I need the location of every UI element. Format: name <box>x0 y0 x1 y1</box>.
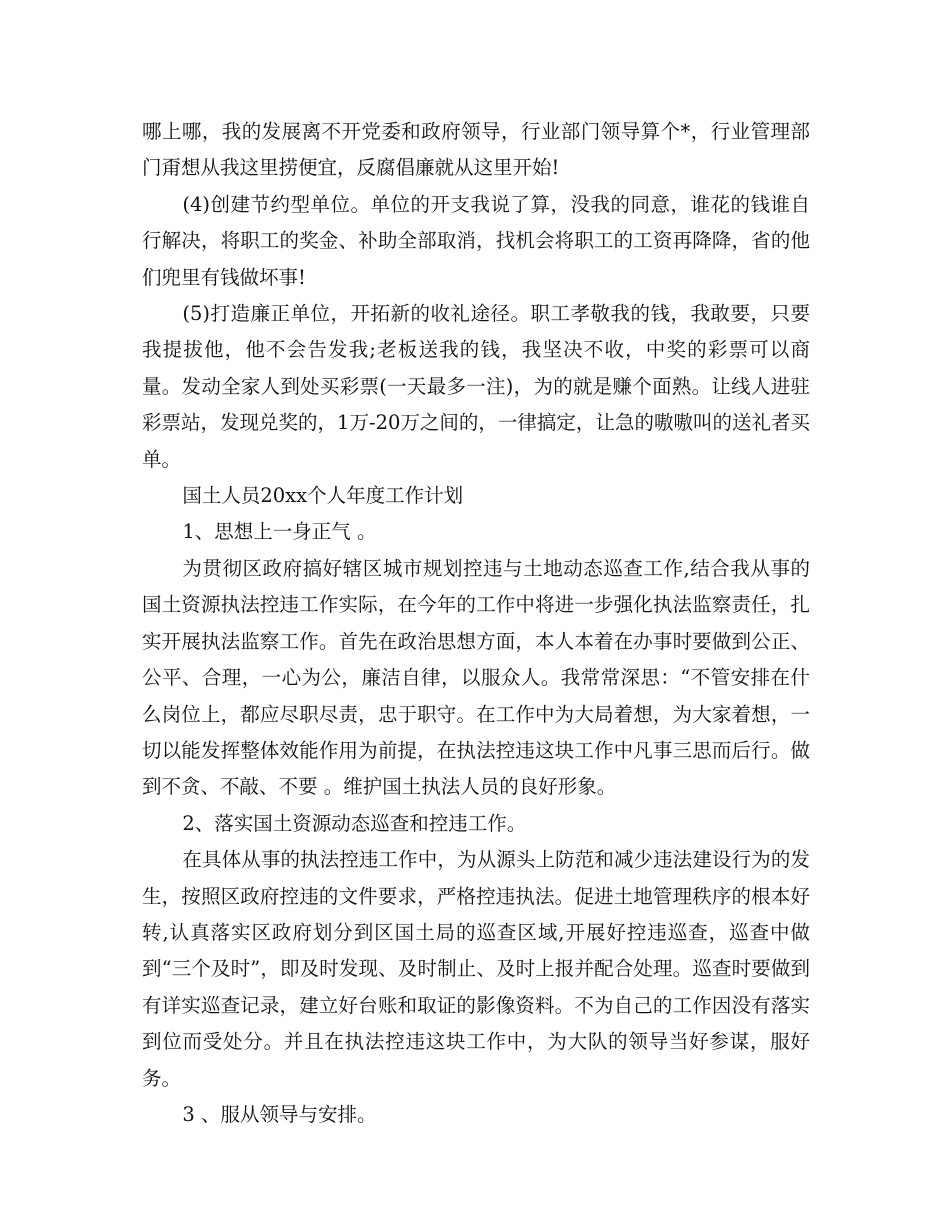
heading-3: 3 、服从领导与安排。 <box>182 1102 377 1126</box>
document-body <box>142 114 810 1133</box>
paragraph-heading-1-body: 为贯彻区政府搞好辖区城市规划控违与土地动态巡查工作,结合我从事的国土资源执法控违工作实际，在今年的工作中将进一步强化执法监察责任，扎实开展执法监察工作。首先在政治思想方面，本人本着在办事时要做到公正、公平、合理，一心为公，廉洁自律，以服众人。我常常深思：“不管安排在什么岗位上，都应尽职尽责，忠于职守。在工作中为大局着想，为大家着想，一切以能发挥整体效能作用为前提，在执法控违这块工作中凡事三思而后行。做到不贪、不敲、不要 。维护国土执法人员的良好形象。 <box>142 556 810 799</box>
paragraph-heading-2-body: 在具体从事的执法控违工作中，为从源头上防范和减少违法建设行为的发生，按照区政府控违的文件要求，严格控违执法。促进土地管理秩序的根本好转,认真落实区政府划分到区国土局的巡查区域,开展好控违巡查，巡查中做到“三个及时”，即及时发现、及时制止、及时上报并配合处理。巡查时要做到有详实巡查记录，建立好台账和取证的影像资料。不为自己的工作因没有落实到位而受处分。并且在执法控违这块工作中，为大队的领导当好参谋，服好务。 <box>142 848 810 1090</box>
paragraph-item-4: (4)创建节约型单位。单位的开支我说了算，没我的同意，谁花的钱谁自行解决，将职工的奖金、补助全部取消，找机会将职工的工资再降降，省的他们兜里有钱做坏事! <box>142 192 810 289</box>
paragraph-continued-text: 哪上哪，我的发展离不开党委和政府领导，行业部门领导算个*，行业管理部门甭想从我这里捞便宜，反腐倡廉就从这里开始! <box>142 120 810 180</box>
heading-1: 1、思想上一身正气 。 <box>182 520 377 544</box>
section-title: 国土人员20xx个人年度工作计划 <box>182 484 464 508</box>
heading-2: 2、落实国土资源动态巡查和控违工作。 <box>182 811 527 835</box>
paragraph-item-5: (5)打造廉正单位，开拓新的收礼途径。职工孝敬我的钱，我敢要，只要我提拔他，他不会告发我;老板送我的钱，我坚决不收，中奖的彩票可以商量。发动全家人到处买彩票(一天最多一注)，为的就是赚个面熟。让线人进驻彩票站，发现兑奖的，1万-20万之间的，一律搞定，让急的嗷嗷叫的送礼者买单。 <box>142 302 810 471</box>
